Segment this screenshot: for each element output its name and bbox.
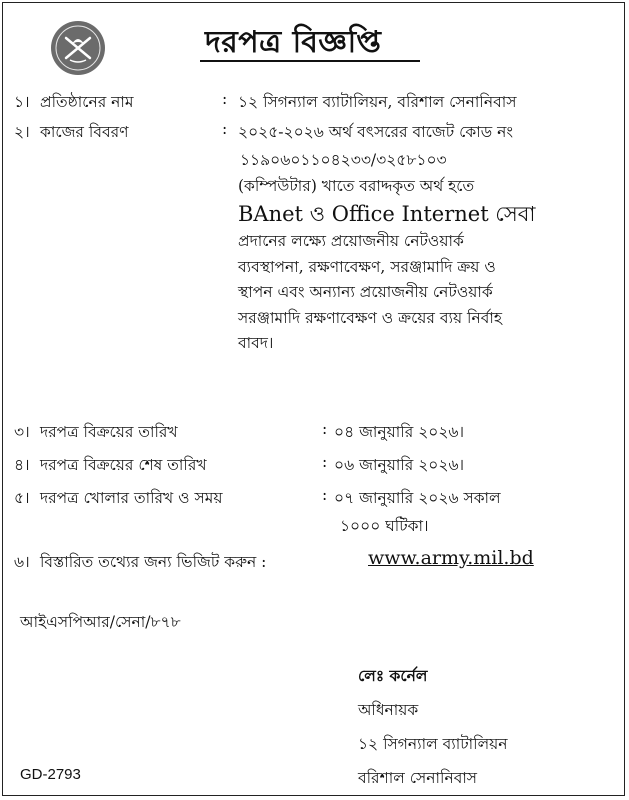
description-line: প্রদানের লক্ষ্যে প্রয়োজনীয় নেটওয়ার্ক xyxy=(238,232,464,250)
item-label: দরপত্র বিক্রয়ের তারিখ xyxy=(40,423,178,441)
item-number: ৬। xyxy=(14,553,30,571)
army-crest-icon xyxy=(50,20,106,76)
work-description-text xyxy=(238,148,600,357)
gd-number: GD-2793 xyxy=(20,766,81,783)
page-title: দরপত্র বিজ্ঞপ্তি xyxy=(205,25,382,60)
signatory-role: অধিনায়ক xyxy=(358,701,419,719)
item-colon: : xyxy=(222,120,228,138)
title-underline xyxy=(200,60,420,62)
description-line: ব্যবস্থাপনা, রক্ষণাবেক্ষণ, সরঞ্জামাদি ক্রয় ও xyxy=(238,257,496,276)
item-label: বিস্তারিত তথ্যের জন্য ভিজিট করুন : xyxy=(40,553,267,571)
description-line: স্থাপন এবং অন্যান্য প্রয়োজনীয় নেটওয়ার্ক xyxy=(238,283,493,301)
item-colon: : xyxy=(222,90,228,108)
signatory-rank: লেঃ কর্নেল xyxy=(358,666,428,685)
item-value: ২০২৫-২০২৬ অর্থ বৎসরের বাজেট কোড নং xyxy=(238,123,513,141)
description-line: BAnet ও Office Internet সেবা xyxy=(238,202,536,226)
item-number: ২। xyxy=(14,123,30,141)
item-label: দরপত্র বিক্রয়ের শেষ তারিখ xyxy=(40,456,207,474)
description-line: (কম্পিউটার) খাতে বরাদ্দকৃত অর্থ হতে xyxy=(238,176,475,195)
reference-number: আইএসপিআর/সেনা/৮৭৮ xyxy=(20,613,181,631)
website-link[interactable]: www.army.mil.bd xyxy=(368,547,534,569)
item-label: দরপত্র খোলার তারিখ ও সময় xyxy=(40,489,223,507)
item-label: কাজের বিবরণ xyxy=(40,123,129,141)
item-value: ০৭ জানুয়ারি ২০২৬ সকাল xyxy=(334,489,501,507)
item-number: ৫। xyxy=(14,489,30,507)
item-value: ০৬ জানুয়ারি ২০২৬। xyxy=(334,456,465,474)
signatory-unit: ১২ সিগন্যাল ব্যাটালিয়ন xyxy=(358,735,508,753)
signatory-location: বরিশাল সেনানিবাস xyxy=(358,769,478,787)
item-number: ৩। xyxy=(14,423,30,441)
item-colon: : xyxy=(322,486,328,504)
item-value: ১২ সিগন্যাল ব্যাটালিয়ন, বরিশাল সেনানিবাস xyxy=(238,93,517,111)
budget-code: ১১৯০৬০১১০৪২৩৩/৩২৫৮১০৩ xyxy=(240,151,447,169)
item-number: ১। xyxy=(14,93,30,111)
item-colon: : xyxy=(322,453,328,471)
item-colon: : xyxy=(322,420,328,438)
item-value: ১০০০ ঘটিকা। xyxy=(340,517,429,535)
description-line: সরঞ্জামাদি রক্ষণাবেক্ষণ ও ক্রয়ের ব্যয় নির্বাহ xyxy=(238,308,503,327)
item-value: ০৪ জানুয়ারি ২০২৬। xyxy=(334,423,465,441)
item-number: ৪। xyxy=(14,456,30,474)
description-line: বাবদ। xyxy=(238,334,274,352)
item-label: প্রতিষ্ঠানের নাম xyxy=(40,93,134,111)
